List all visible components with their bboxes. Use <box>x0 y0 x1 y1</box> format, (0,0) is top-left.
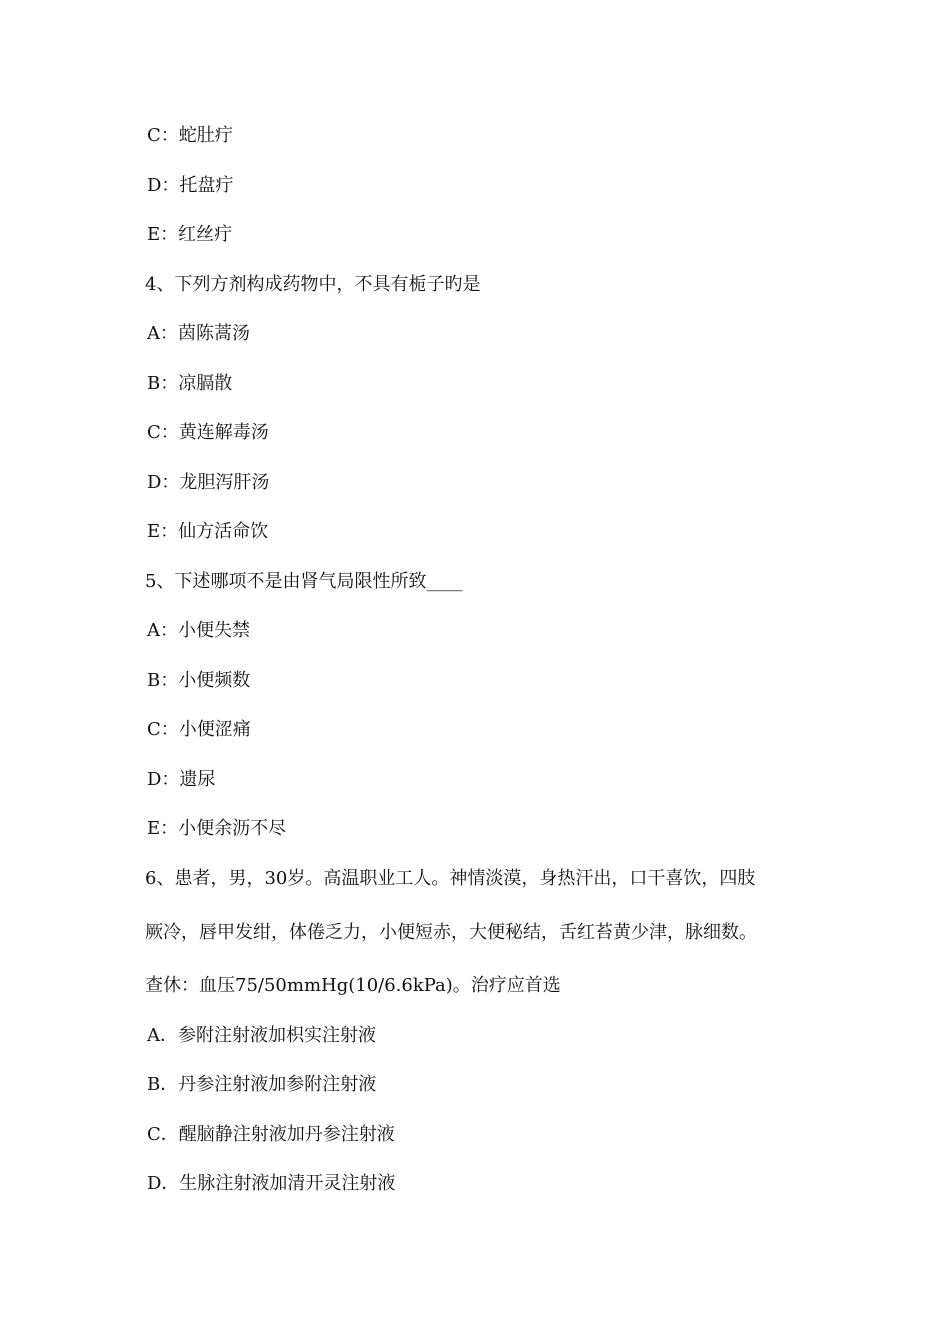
question-6-line-1: 6、患者，男，30岁。高温职业工人。神情淡漠，身热汗出，口干喜饮，四肢 <box>145 868 756 889</box>
option-c-q5: C：小便涩痛 <box>147 719 251 740</box>
option-e-q4: E：仙方活命饮 <box>147 521 269 542</box>
question-5: 5、下述哪项不是由肾气局限性所致____ <box>145 571 463 592</box>
option-a-q5: A：小便失禁 <box>147 620 250 641</box>
question-6-line-2: 厥冷，唇甲发绀，体倦乏力，小便短赤，大便秘结，舌红苔黄少津，脉细数。 <box>145 922 757 943</box>
option-e-q5: E：小便余沥不尽 <box>147 818 287 839</box>
option-b-q5: B：小便频数 <box>147 670 251 691</box>
option-d-q5: D：遗尿 <box>147 769 216 790</box>
option-d-q6: D．生脉注射液加清开灵注射液 <box>147 1173 396 1194</box>
question-6-line-3: 查休：血压75/50mmHg(10/6.6kPa)。治疗应首选 <box>145 975 561 996</box>
option-c-q4: C：黄连解毒汤 <box>147 422 269 443</box>
option-c-q3: C：蛇肚疔 <box>147 125 233 146</box>
option-b-q6: B．丹参注射液加参附注射液 <box>147 1074 377 1095</box>
option-c-q6: C．醒脑静注射液加丹参注射液 <box>147 1124 395 1145</box>
option-d-q4: D：龙胆泻肝汤 <box>147 472 270 493</box>
option-a-q6: A．参附注射液加枳实注射液 <box>147 1025 376 1046</box>
option-e-q3: E：红丝疔 <box>147 224 233 245</box>
option-b-q4: B：凉膈散 <box>147 373 233 394</box>
option-a-q4: A：茵陈蒿汤 <box>147 323 250 344</box>
question-4: 4、下列方剂构成药物中，不具有栀子旳是 <box>145 274 481 295</box>
option-d-q3: D：托盘疔 <box>147 175 234 196</box>
